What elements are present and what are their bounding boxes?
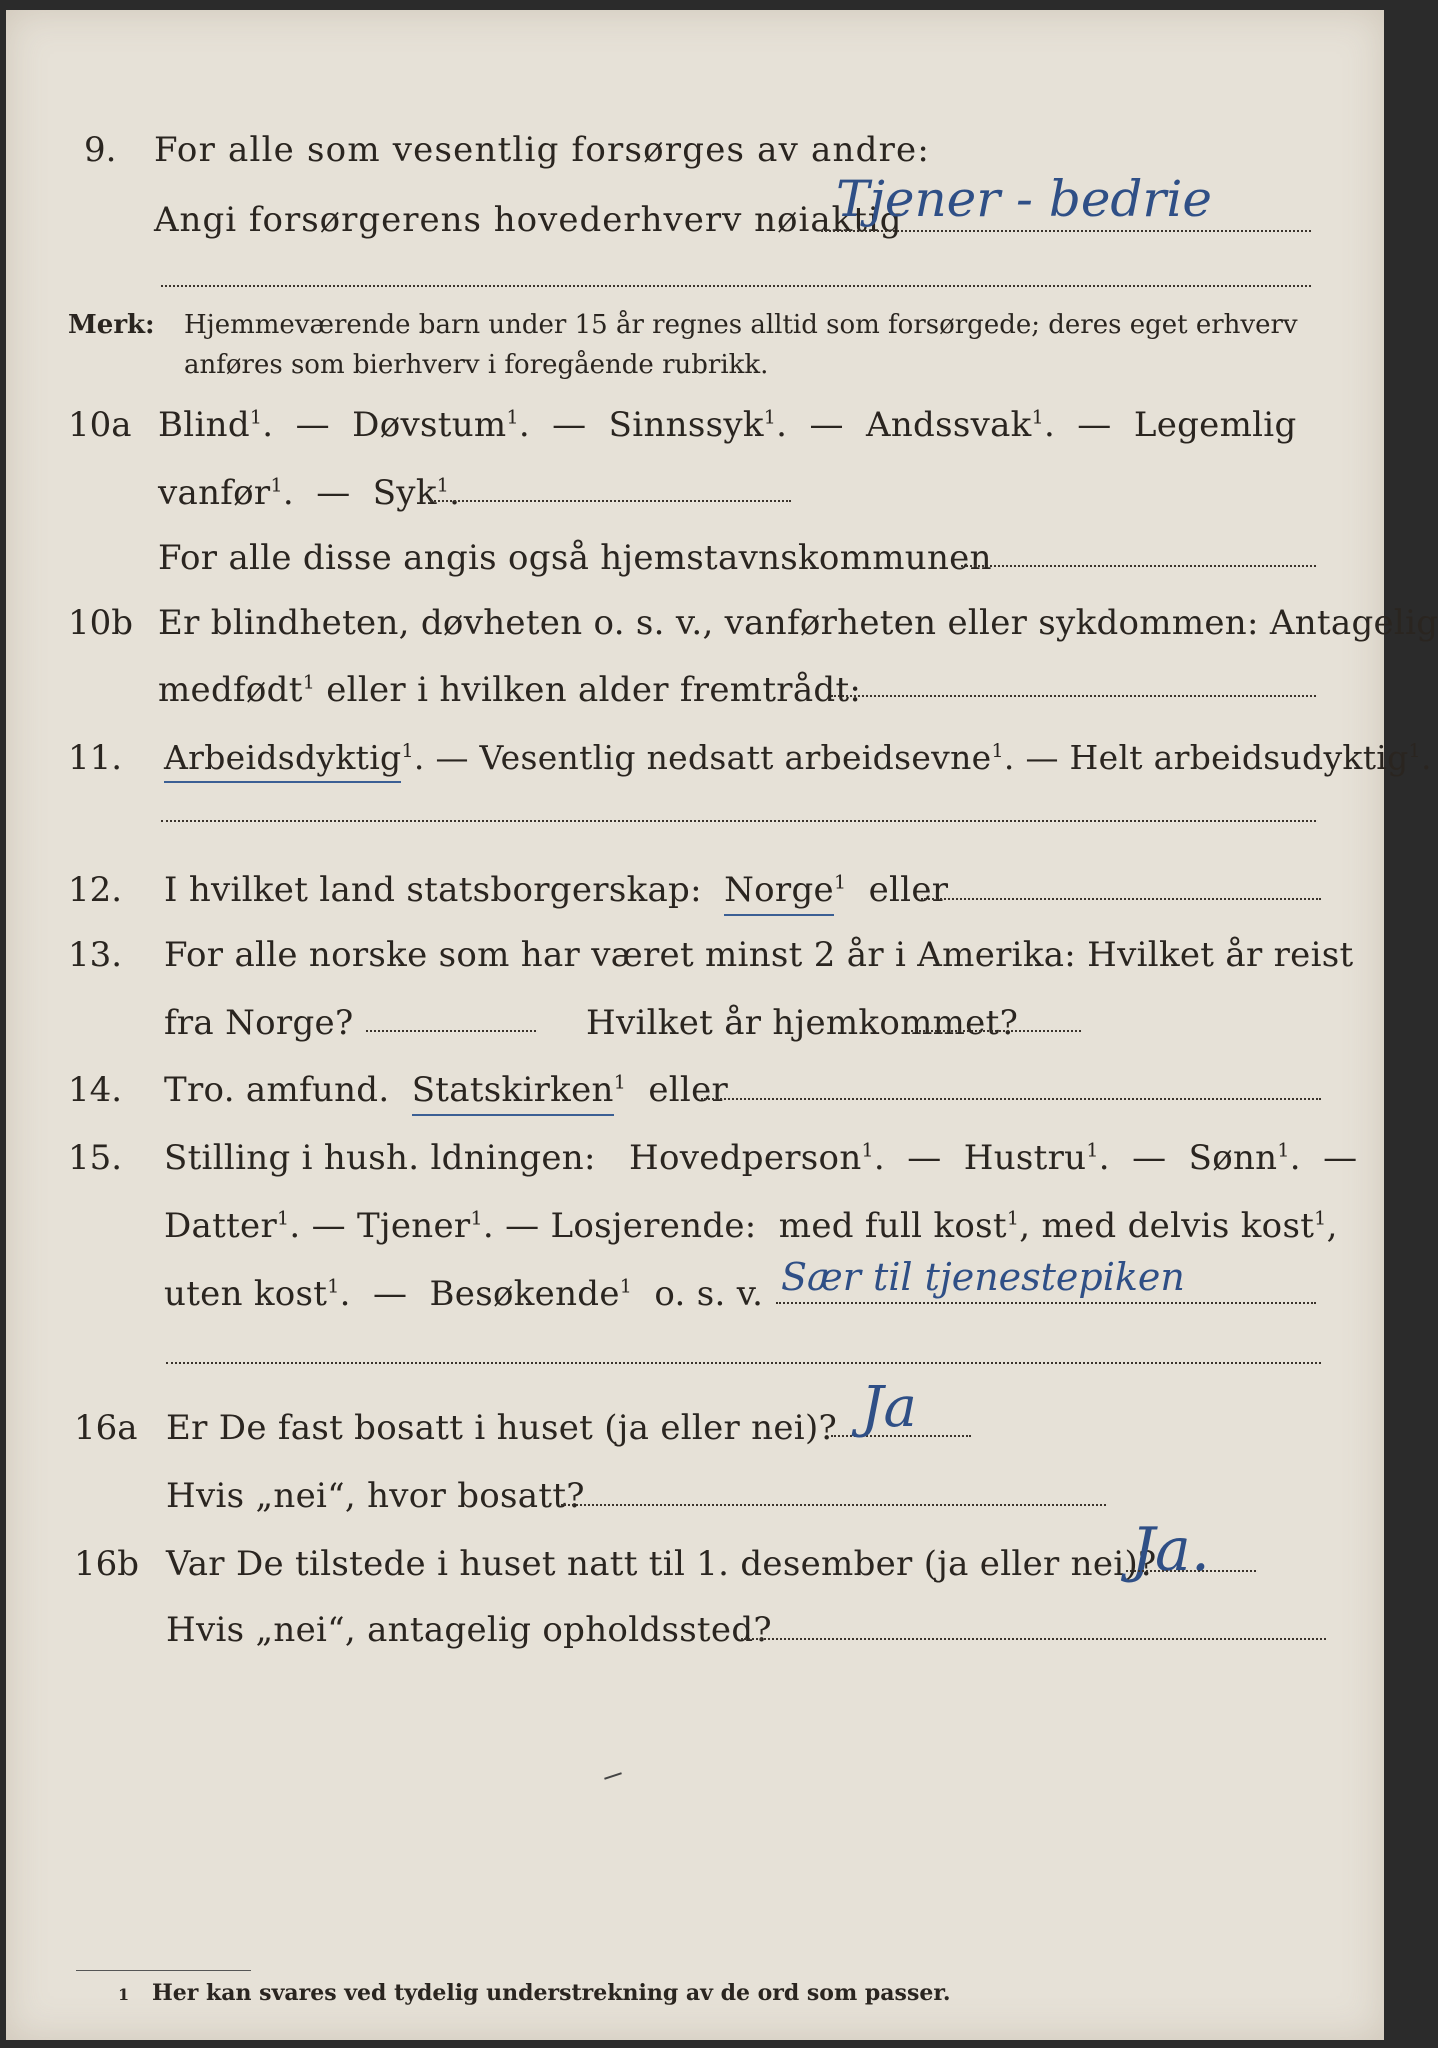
q16b-opholdssted-line [741, 1638, 1326, 1640]
q13-fra: fra Norge? [164, 1003, 354, 1043]
q15-extra-line [166, 1362, 1321, 1364]
merk-line1: Hjemmeværende barn under 15 år regnes alltid som forsørgede; deres eget erhverv [184, 310, 1298, 340]
opt-arbeidsdyktig: Arbeidsdyktig [164, 738, 401, 783]
opt-delvis-kost: med delvis kost [1041, 1206, 1315, 1246]
opt-norge: Norge [724, 870, 834, 916]
opt-sinnssyk: Sinnssyk [608, 405, 764, 445]
q14-text: Tro. amfund. [164, 1070, 390, 1110]
q16b-line2: Hvis „nei“, antagelig opholdssted? [166, 1610, 772, 1650]
q16a-number: 16a [74, 1408, 138, 1448]
q10b-answer-line [831, 695, 1316, 697]
opt-dovstum: Døvstum [352, 405, 507, 445]
opt-losjerende: Losjerende: [550, 1206, 757, 1246]
q9-extra-line [161, 285, 1311, 287]
q11-number: 11. [68, 738, 123, 778]
q16a-bosatt-line [561, 1504, 1106, 1506]
merk-line2: anføres som bierhverv i foregående rubrikk. [184, 350, 769, 380]
opt-blind: Blind [158, 405, 250, 445]
q10b-line2-rest: eller i hvilken alder fremtrådt: [326, 670, 862, 710]
opt-statskirken: Statskirken [412, 1070, 614, 1116]
q11-line: Arbeidsdyktig$^1$. — Vesentlig nedsatt arbeidsevne$^1$. — Helt arbeidsudyktig$^1$. [164, 738, 1432, 777]
q9-answer-line [821, 230, 1311, 232]
q9-number: 9. [84, 130, 117, 170]
footnote-text: Her kan svares ved tydelig understrekning av de ord som passer. [152, 1980, 951, 2006]
q15-line1: Stilling i hush. ldningen: Hovedperson$^1$. — Hustru$^1$. — Sønn$^1$. — [164, 1138, 1358, 1178]
opt-hovedperson: Hovedperson [629, 1138, 862, 1178]
q15-line3: uten kost$^1$. — Besøkende$^1$ o. s. v. [164, 1274, 764, 1314]
q9-line2: Angi forsørgerens hovederhverv nøiaktig [154, 200, 903, 240]
opt-hustru: Hustru [963, 1138, 1087, 1178]
opt-datter: Datter [164, 1206, 278, 1246]
q12-line: I hvilket land statsborgerskap: Norge$^1$ eller [164, 870, 948, 910]
opt-besokende: Besøkende [429, 1274, 620, 1314]
opt-tjener: Tjener [357, 1206, 471, 1246]
opt-nedsatt: Vesentlig nedsatt arbeidsevne [479, 738, 992, 777]
q10a-syk-line [431, 500, 791, 502]
q10a-line1: Blind$^1$. — Døvstum$^1$. — Sinnssyk$^1$. — Andssvak$^1$. — Legemlig [158, 405, 1297, 445]
opt-vanfor: vanfør [158, 473, 271, 513]
q16b-answer-line [1126, 1570, 1256, 1572]
q9-line1: For alle som vesentlig forsørges av andre: [154, 130, 931, 170]
q16a-line1: Er De fast bosatt i huset (ja eller nei)? [166, 1408, 838, 1448]
q16b-answer-handwritten: Ja. [1131, 1515, 1210, 1585]
q15-osv: o. s. v. [654, 1274, 764, 1314]
merk-label: Merk: [68, 310, 155, 340]
q9-answer-handwritten: Tjener - bedrie [836, 170, 1212, 228]
opt-medfodt: medfødt [158, 670, 303, 710]
census-form-page [6, 10, 1438, 2040]
q15-answer-handwritten: Sær til tjenestepiken [781, 1255, 1185, 1299]
q15-answer-line [776, 1302, 1316, 1304]
q10a-line2: vanfør$^1$. — Syk$^1$. [158, 473, 461, 513]
opt-udyktig: Helt arbeidsudyktig [1069, 738, 1409, 777]
q12-answer-line [921, 898, 1321, 900]
footnote-mark: 1 [118, 1985, 130, 2004]
q10a-hjemstavn-line [961, 565, 1316, 567]
q16b-number: 16b [74, 1544, 140, 1584]
q12-text: I hvilket land statsborgerskap: [164, 870, 702, 910]
q13-hjem: Hvilket år hjemkommet? [586, 1003, 1019, 1043]
q14-answer-line [701, 1098, 1321, 1100]
q10b-number: 10b [68, 603, 134, 643]
q14-number: 14. [68, 1070, 123, 1110]
q14-eller: eller [648, 1070, 729, 1110]
q15-stilling: Stilling i hush. ldningen: [164, 1138, 596, 1178]
q13-line1: For alle norske som har været minst 2 år i Amerika: Hvilket år reist [164, 935, 1354, 975]
q16a-line2: Hvis „nei“, hvor bosatt? [166, 1476, 585, 1516]
q10a-line3: For alle disse angis også hjemstavnskommunen [158, 538, 992, 578]
opt-full-kost: med full kost [778, 1206, 1007, 1246]
opt-legemlig: Legemlig [1133, 405, 1297, 445]
footnote-rule [76, 1970, 251, 1971]
q15-number: 15. [68, 1138, 123, 1178]
q16a-answer-handwritten: Ja [861, 1375, 917, 1440]
q13-fra-line [366, 1030, 536, 1032]
opt-sonn: Sønn [1188, 1138, 1278, 1178]
q13-hjem-line [911, 1030, 1081, 1032]
opt-andssvak: Andssvak [865, 405, 1032, 445]
q10a-number: 10a [68, 405, 132, 445]
q10b-line1: Er blindheten, døvheten o. s. v., vanførheten eller sykdommen: Antagelig [158, 603, 1438, 643]
q12-eller: eller [868, 870, 949, 910]
q10b-line2: medfødt$^1$ eller i hvilken alder fremtrådt: [158, 670, 862, 710]
q15-line2: Datter$^1$. — Tjener$^1$. — Losjerende: med full kost$^1$, med delvis kost$^1$, [164, 1206, 1338, 1246]
q13-number: 13. [68, 935, 123, 975]
q11-extra-line [161, 820, 1316, 822]
q12-number: 12. [68, 870, 123, 910]
opt-syk: Syk [372, 473, 437, 513]
opt-uten-kost: uten kost [164, 1274, 328, 1314]
stray-mark [604, 1772, 622, 1779]
q16b-line1: Var De tilstede i huset natt til 1. desember (ja eller nei)? [166, 1544, 1157, 1584]
q14-line: Tro. amfund. Statskirken$^1$ eller [164, 1070, 728, 1110]
